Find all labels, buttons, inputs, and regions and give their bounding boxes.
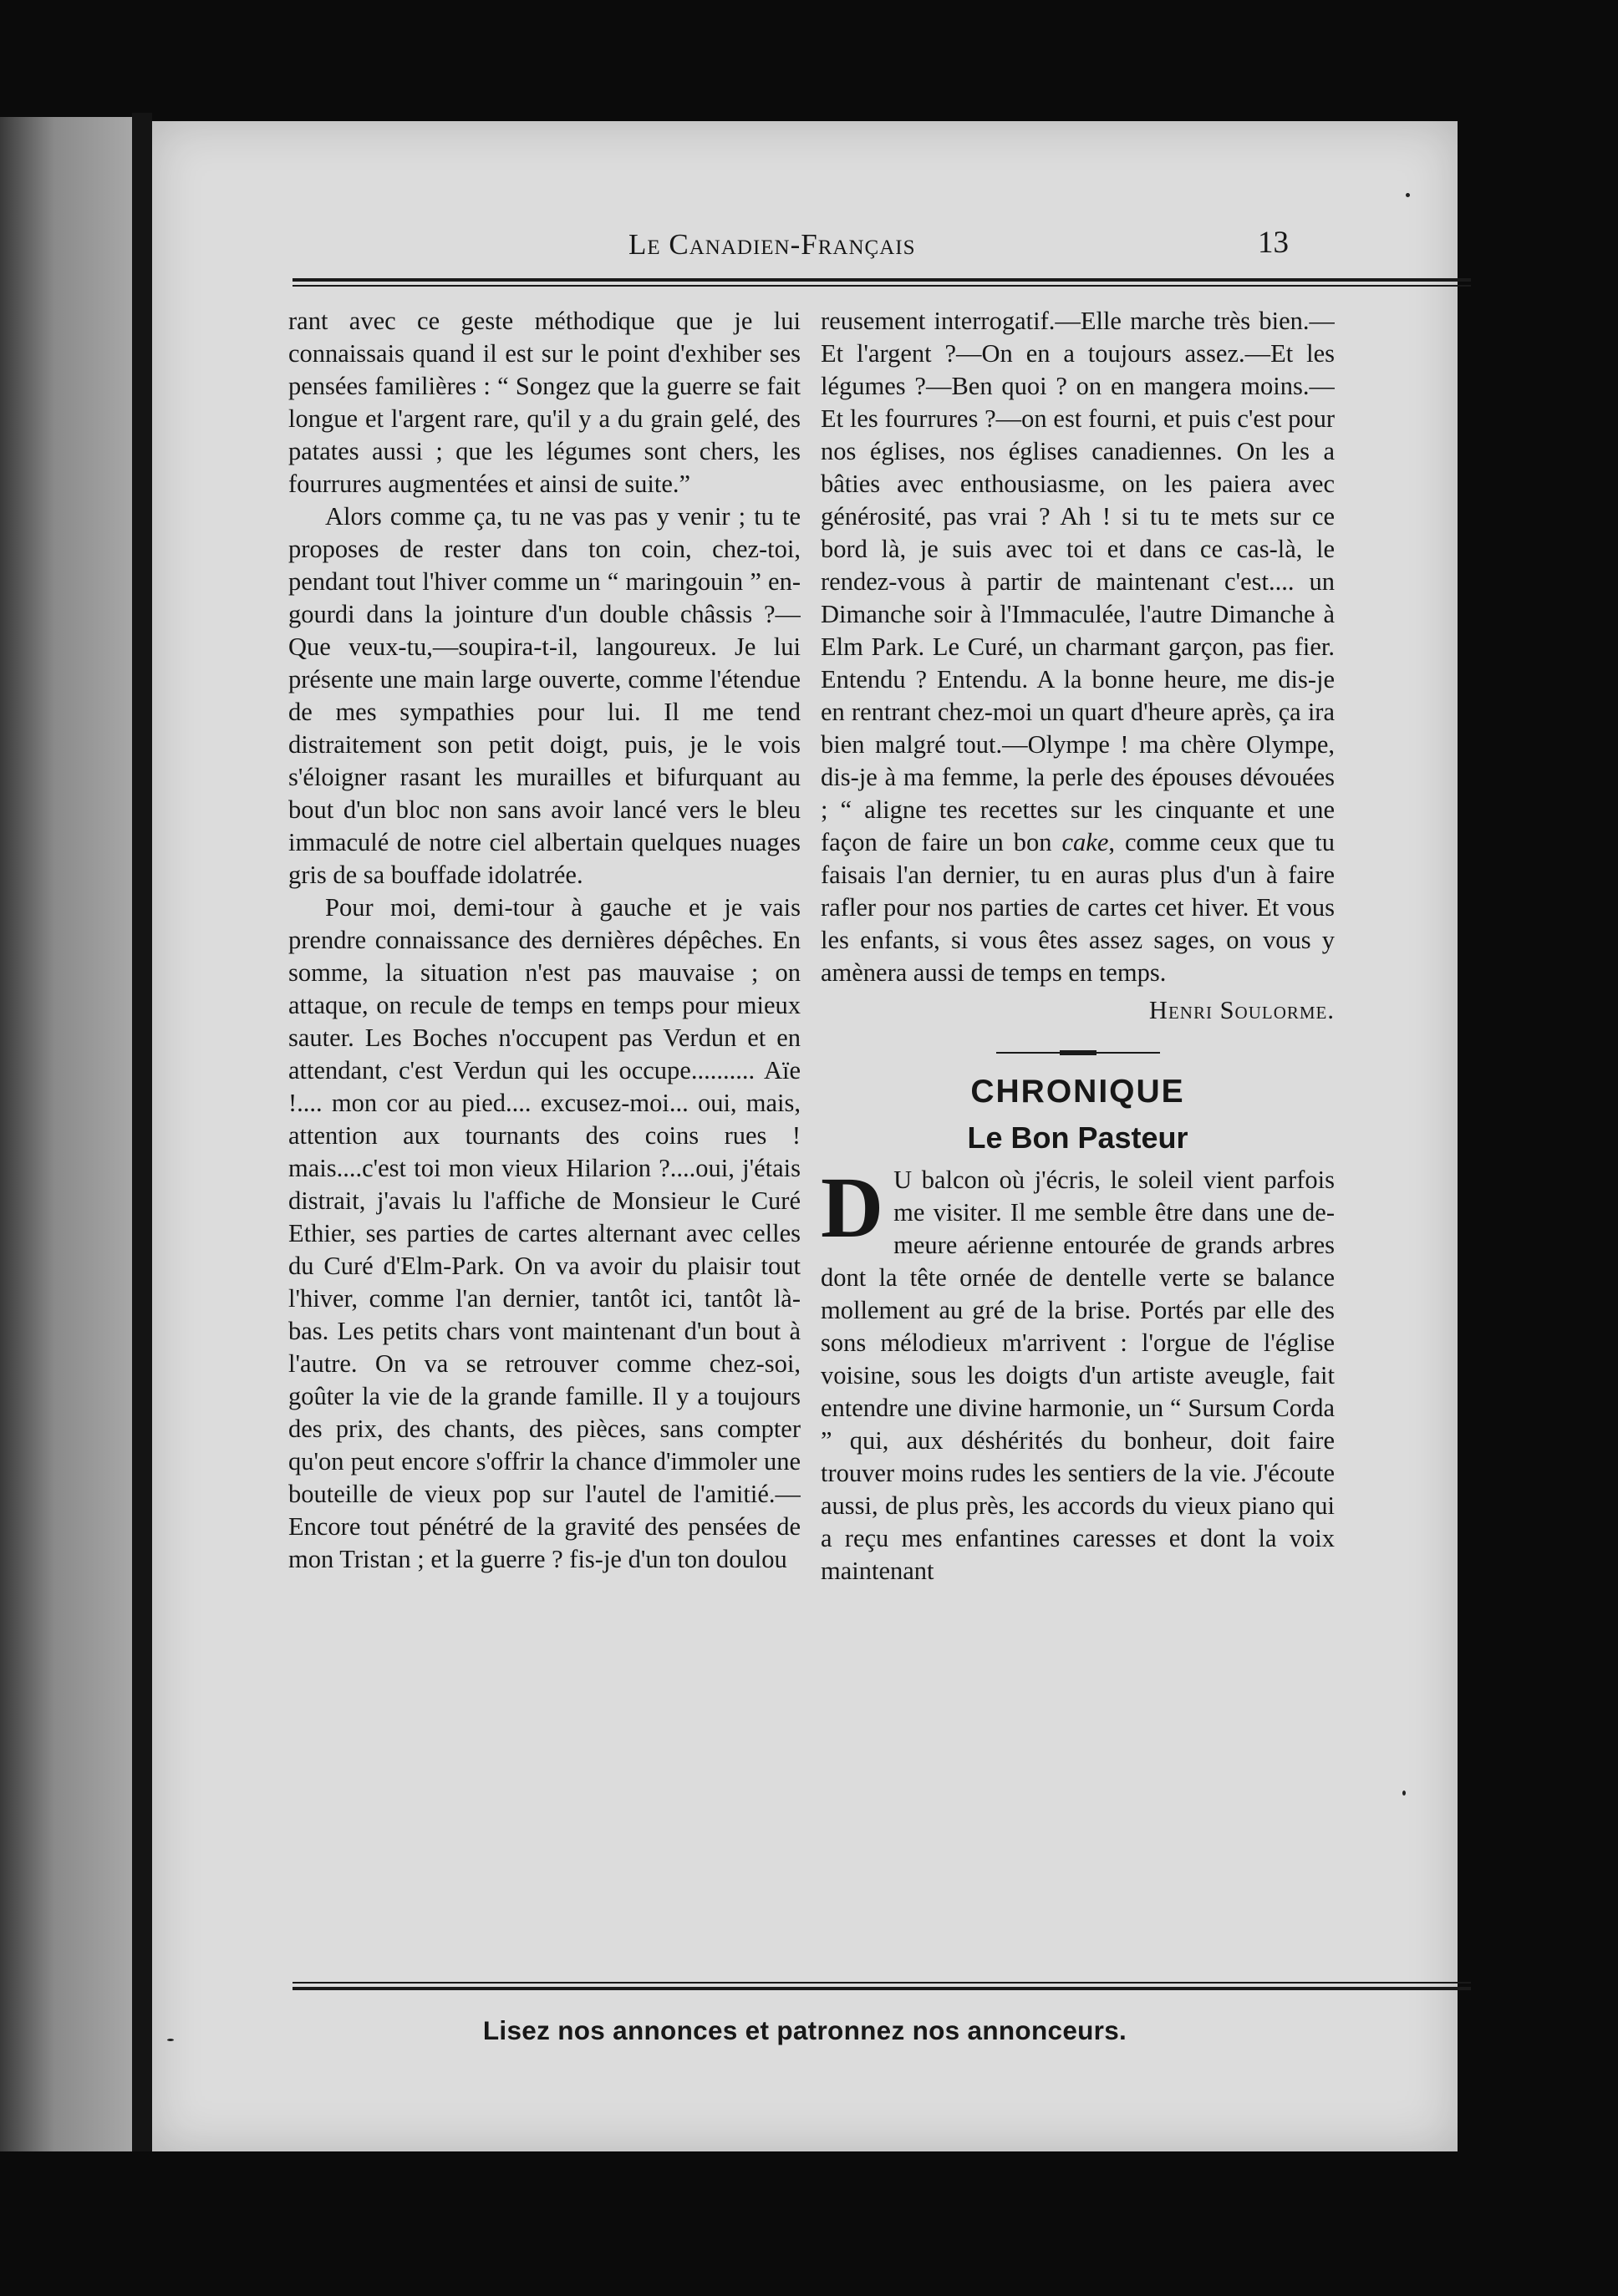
left-paragraph-2: Alors comme ça, tu ne vas pas y venir ; tu te proposes de rester dans ton coin, chez-toi, pendant tout l'hiver comme un “ maringouin ” engourdi dans la jointure d'un double châssis ?—Que veux-tu,—soupira-t-il, langoureux. Je lui présente une main large ouverte, comme l'étendue de mes sympathies pour lui. Il me tend distraitement son petit doigt, puis, je le vois s'éloigner rasant les murailles et bifurquant au bout d'un bloc non sans avoir lancé vers le bleu immaculé de notre ciel albertain quelques nuages gris de sa bouffade idolatrée. (288, 502, 801, 889)
running-header-title: Le Canadien-Français (628, 228, 916, 261)
right-paragraph-1-end: , comme ceux que tu faisais l'an dernier, tu en auras plus d'un à faire rafler pour nos parties de cartes cet hiver. Et vous les enfants, si vous êtes assez sages, on vous y amènera aussi de temps en temps. (821, 828, 1335, 987)
book-binding (132, 113, 152, 2151)
section-title: CHRONIQUE (970, 1074, 1185, 1110)
left-paragraph-1: rant avec ce geste méthodique que je lui connaissais quand il est sur le point d'exhiber ses pensées familières : “ Songez que la guerre se fait longue et l'argent rare, qu'il y a du grain gelé, des patates aussi ; que les légumes sont chers, les fourrures augmentées et ainsi de suite.” (288, 307, 801, 498)
chronique-text: U balcon où j'écris, le soleil vient parfois me visiter. Il me semble être dans une demeure aérienne entourée de grands arbres dont la tête ornée de dentelle verte se balance mollement au gré de la brise. Portés par elle des sons mélodieux m'arrivent : l'orgue de l'église voisine, sous les doigts d'un artiste aveugle, fait entendre une divine harmonie, un “ Sursum Corda ” qui, aux déshérités du bonheur, doit faire trouver moins rudes les sentiers de la vie. J'écoute aussi, de plus près, les accords du vieux piano qui a reçu mes enfantines caresses et dont la voix maintenant (821, 1166, 1335, 1585)
chronique-paragraph (821, 1160, 1335, 1587)
footer-rule-thin (293, 1982, 1471, 1984)
header-rule-thin (293, 285, 1471, 287)
author-signature: Henri Soulorme. (1148, 996, 1335, 1024)
facing-page-edge (0, 117, 135, 2151)
italic-word-cake: cake (1061, 828, 1109, 856)
header-rule-thick (293, 278, 1471, 282)
paper-speck (1402, 1791, 1406, 1796)
footer-rule-thick (293, 1987, 1471, 1990)
right-paragraph-1-text: reusement interrogatif.—Elle marche très bien.—Et l'argent ?—On en a toujours assez.—Et les légumes ?—Ben quoi ? on en mangera moins.—Et les fourrures ?—on est fourni, et puis c'est pour nos églises, nos églises canadiennes. On les a bâties avec enthousiasme, on les paiera avec générosité, pas vrai ? Ah ! si tu te mets sur ce bord là, je suis avec toi et dans ce cas-là, le rendez-vous à partir de maintenant c'est.... un Dimanche soir à l'Immaculée, l'autre Dimanche à Elm Park. Le Curé, un charmant garçon, pas fier. Entendu ? Entendu. A la bonne heure, me dis-je en rentrant chez-moi un quart d'heure après, ça ira bien malgré tout.—Olympe ! ma chère Olympe, dis-je à ma femme, la perle des épouses dévouées ; “ aligne tes recettes sur les cinquante et une façon de faire un bon (821, 307, 1335, 856)
paper-speck (167, 2039, 174, 2041)
section-ornament (996, 1050, 1160, 1055)
left-paragraph-3: Pour moi, demi-tour à gauche et je vais prendre connaissance des dernières dépêches. En somme, la situation n'est pas mauvaise ; on attaque, on recule de temps en temps pour mieux sauter. Les Boches n'occupent pas Verdun et en attendant, c'est Verdun qui les occupe.......... Aïe !.... mon cor au pied.... excusez-moi... oui, mais, attention aux tournants des coins rues ! mais....c'est toi mon vieux Hilarion ?....oui, j'étais distrait, j'avais lu l'affiche de Monsieur le Curé Ethier, ses parties de cartes alternant avec celles du Curé d'Elm-Park. On va avoir du plaisir tout l'hiver, comme l'an dernier, tantôt ici, tantôt là-bas. Les petits chars vont maintenant d'un bout à l'autre. On va se retrouver comme chez-soi, goûter la vie de la grande famille. Il y a toujours des prix, des chants, des pièces, sans compter qu'on peut encore s'offrir la chance d'immoler une bouteille de vieux pop sur l'autel de l'amitié.—Encore tout pénétré de la gravité des pensées de mon Tristan ; et la guerre ? fis-je d'un ton doulou (288, 893, 801, 1573)
magazine-page (152, 121, 1458, 2151)
page-number: 13 (1258, 226, 1289, 260)
right-column (821, 305, 1335, 2085)
section-subtitle: Le Bon Pasteur (967, 1120, 1188, 1155)
paper-speck (1406, 193, 1410, 197)
right-paragraph-1 (821, 305, 1335, 989)
footer-advertisement-note: Lisez nos annonces et patronnez nos annonceurs. (482, 2015, 1127, 2045)
left-column (288, 305, 801, 2085)
drop-cap: D (821, 1160, 884, 1256)
